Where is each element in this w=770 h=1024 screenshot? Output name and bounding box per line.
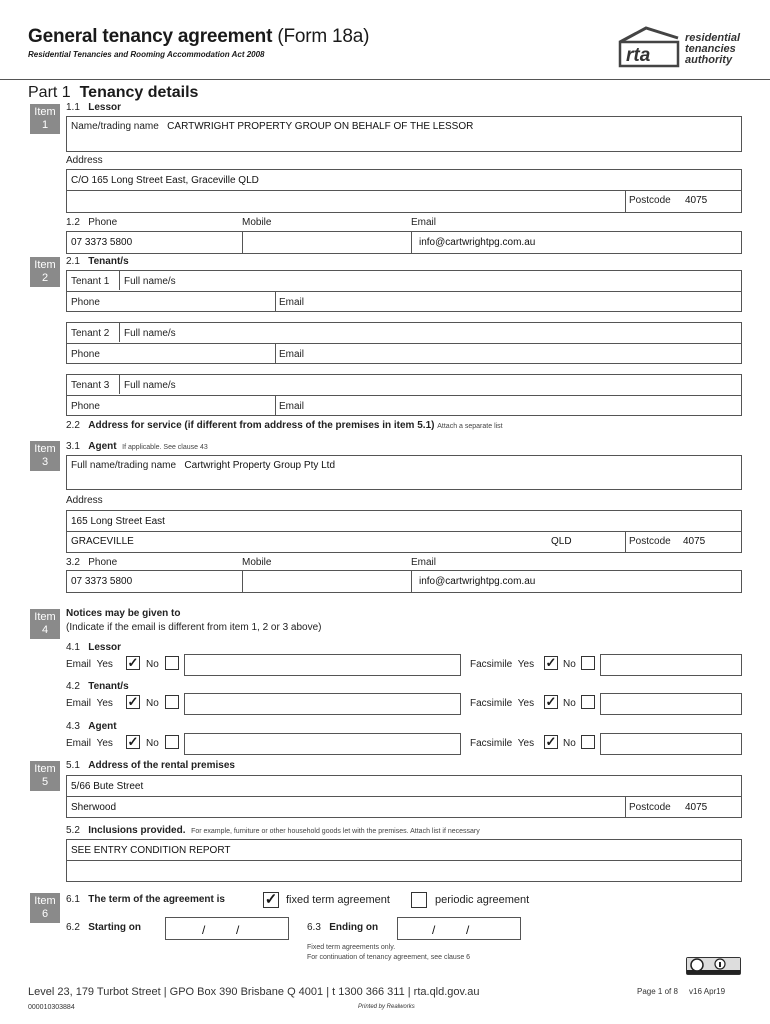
inclusions-heading: [66, 825, 480, 836]
no-label: No: [563, 738, 576, 749]
section-label: Inclusions provided.: [88, 825, 186, 836]
section-label: Address of the rental premises: [88, 760, 235, 771]
notices-agent-heading: [66, 721, 117, 732]
item-word: Item: [34, 259, 56, 271]
tenant-phone-label: Phone: [71, 401, 100, 412]
lessor-heading: [66, 102, 121, 113]
lessor-contact-field[interactable]: [66, 231, 742, 254]
notices-tenant-fax-yes-checkbox[interactable]: ✓: [545, 694, 557, 709]
fixed-term-label: fixed term agreement: [286, 894, 390, 906]
notices-subheading: (Indicate if the email is different from item 1, 2 or 3 above): [66, 622, 322, 633]
agent-address-value: 165 Long Street East: [71, 516, 165, 527]
lessor-name-label: Name/trading name: [71, 121, 159, 132]
phone-label: Phone: [88, 217, 118, 228]
premises-street-value: 5/66 Bute Street: [71, 781, 144, 792]
section-number: 5.1: [66, 760, 80, 771]
notices-lessor-email-label: [66, 659, 113, 670]
notices-lessor-fax-yes-checkbox[interactable]: ✓: [545, 655, 557, 670]
item-word: Item: [34, 763, 56, 775]
start-date-heading: [66, 922, 141, 933]
tenant-phone-label: Phone: [71, 349, 100, 360]
section-number: 4.1: [66, 642, 80, 653]
rta-logo-mark: rta: [626, 45, 651, 66]
item-number: 5: [41, 776, 49, 788]
notices-agent-fax-no-checkbox[interactable]: [581, 735, 595, 749]
act-name: Residential Tenancies and Rooming Accommodation Act 2008: [28, 50, 265, 59]
inclusions-value: SEE ENTRY CONDITION REPORT: [71, 845, 231, 856]
notices-heading: Notices may be given to: [66, 608, 181, 619]
agent-phone-value: 07 3373 5800: [71, 576, 133, 587]
no-label: No: [146, 698, 159, 709]
section-label: Lessor: [88, 642, 122, 653]
yes-label: Yes: [96, 698, 113, 709]
notices-agent-email-input[interactable]: [184, 733, 461, 755]
item-badge-6: [30, 893, 60, 923]
agent-name-field[interactable]: [66, 455, 742, 490]
item-badge-3: [30, 441, 60, 471]
section-label: Tenant/s: [88, 681, 129, 692]
yes-label: Yes: [517, 659, 535, 670]
title-form-number: (Form 18a): [277, 26, 370, 47]
yes-label: Yes: [517, 738, 535, 749]
document-id: 000010303884: [28, 1004, 75, 1011]
fax-label: Facsimile: [470, 659, 513, 670]
agent-heading: [66, 441, 208, 452]
tenant-email-label: Email: [279, 349, 305, 360]
tenants-heading: [66, 256, 129, 267]
header-divider: [0, 79, 770, 80]
notices-tenant-email-input[interactable]: [184, 693, 461, 715]
notices-lessor-fax-no-checkbox[interactable]: [581, 656, 595, 670]
part-number: Part 1: [28, 84, 71, 101]
tenant-1-field[interactable]: [66, 270, 742, 312]
lessor-postcode-value: 4075: [685, 195, 708, 206]
fax-label: Facsimile: [470, 698, 513, 709]
agent-postcode-value: 4075: [683, 536, 706, 547]
notices-tenant-fax-input[interactable]: [600, 693, 742, 715]
agent-suburb-value: GRACEVILLE: [71, 536, 134, 547]
item-badge-2: [30, 257, 60, 287]
section-note: Attach a separate list: [437, 423, 503, 430]
fax-label: Facsimile: [470, 738, 513, 749]
notices-lessor-fax-input[interactable]: [600, 654, 742, 676]
notices-agent-fax-label: [470, 738, 534, 749]
date-separator: /: [432, 923, 436, 937]
inclusions-field[interactable]: [66, 839, 742, 882]
periodic-label: periodic agreement: [435, 894, 530, 906]
tenant-name-label: Full name/s: [124, 276, 176, 287]
section-label: The term of the agreement is: [88, 894, 225, 905]
fixed-term-checkbox[interactable]: ✓: [264, 891, 278, 908]
lessor-postcode-label: Postcode: [629, 195, 671, 206]
section-number: 6.1: [66, 894, 80, 905]
section-note: If applicable. See clause 43: [122, 444, 208, 451]
notices-agent-email-yes-checkbox[interactable]: ✓: [127, 734, 139, 749]
agent-contact-heading: [66, 557, 117, 568]
section-number: 5.2: [66, 825, 80, 836]
yes-label: Yes: [96, 738, 113, 749]
form-title: [28, 26, 369, 48]
section-label: Agent: [88, 721, 117, 732]
lessor-name-value: CARTWRIGHT PROPERTY GROUP ON BEHALF OF THE LESSOR: [167, 121, 474, 132]
section-label: Starting on: [88, 922, 142, 933]
section-number: 1.2: [66, 217, 80, 228]
item-word: Item: [34, 895, 56, 907]
email-label: Email: [66, 698, 92, 709]
notices-agent-email-no-checkbox[interactable]: [165, 735, 179, 749]
no-label: No: [146, 738, 159, 749]
logo-line: residential: [685, 32, 741, 44]
part-title: Tenancy details: [79, 84, 199, 101]
address-for-service-heading: [66, 420, 503, 431]
part-heading: [28, 84, 198, 102]
notices-lessor-email-yes-checkbox[interactable]: ✓: [127, 655, 139, 670]
item-word: Item: [34, 106, 56, 118]
section-label: Lessor: [88, 102, 122, 113]
tenant-2-field[interactable]: [66, 322, 742, 364]
lessor-contact-heading: [66, 217, 117, 228]
no-label: No: [146, 659, 159, 670]
item-badge-1: [30, 104, 60, 134]
email-label: Email: [411, 217, 437, 228]
start-date-input[interactable]: [165, 917, 289, 940]
no-label: No: [563, 698, 576, 709]
creative-commons-badge: [686, 957, 741, 975]
agent-name-label: Full name/trading name: [71, 460, 177, 471]
section-number: 2.1: [66, 256, 80, 267]
notices-tenant-heading: [66, 681, 129, 692]
section-note: For example, furniture or other household goods let with the premises. Attach list if necessary: [191, 828, 480, 835]
tenant-label: Tenant 2: [71, 328, 110, 339]
section-number: 6.3: [307, 922, 321, 933]
notices-agent-fax-yes-checkbox[interactable]: ✓: [545, 734, 557, 749]
end-date-note-1: Fixed term agreements only.: [307, 944, 396, 951]
mobile-label: Mobile: [242, 217, 272, 228]
lessor-phone-value: 07 3373 5800: [71, 237, 133, 248]
item-word: Item: [34, 611, 56, 623]
section-number: 2.2: [66, 420, 80, 431]
cc-icon: [687, 958, 740, 974]
no-label: No: [563, 659, 576, 670]
page-number: Page 1 of 8: [637, 987, 678, 996]
lessor-address-value: C/O 165 Long Street East, Graceville QLD: [71, 175, 259, 186]
item-badge-5: [30, 761, 60, 791]
item-number: 6: [41, 908, 49, 920]
tenant-email-label: Email: [279, 401, 305, 412]
email-label: Email: [411, 557, 437, 568]
item-badge-4: [30, 609, 60, 639]
printed-by: Printed by Realworks: [358, 1004, 415, 1010]
lessor-address-field[interactable]: [66, 169, 742, 213]
agent-address-label: Address: [66, 495, 103, 506]
yes-label: Yes: [96, 659, 113, 670]
tenant-name-label: Full name/s: [124, 380, 176, 391]
item-word: Item: [34, 443, 56, 455]
item-number: 3: [41, 456, 49, 468]
section-number: 1.1: [66, 102, 80, 113]
date-separator: /: [236, 923, 240, 937]
title-main: General tenancy agreement: [28, 26, 273, 47]
premises-address-field[interactable]: [66, 775, 742, 818]
agent-contact-field[interactable]: [66, 570, 742, 593]
premises-postcode-value: 4075: [685, 802, 708, 813]
mobile-label: Mobile: [242, 557, 272, 568]
agent-name-value: Cartwright Property Group Pty Ltd: [184, 460, 336, 471]
section-label: Address for service (if different from address of the premises in item 5.1): [88, 420, 435, 431]
tenant-name-label: Full name/s: [124, 328, 176, 339]
notices-tenant-fax-no-checkbox[interactable]: [581, 695, 595, 709]
section-number: 6.2: [66, 922, 80, 933]
notices-lessor-email-input[interactable]: [184, 654, 461, 676]
footer-contact: Level 23, 179 Turbot Street | GPO Box 390 Brisbane Q 4001 | t 1300 366 311 | rta.qld.gov.au: [28, 986, 480, 998]
premises-postcode-label: Postcode: [629, 802, 671, 813]
end-date-input[interactable]: [397, 917, 521, 940]
lessor-address-label: Address: [66, 155, 103, 166]
rta-logo-text: [685, 33, 740, 66]
email-label: Email: [66, 659, 92, 670]
section-number: 3.2: [66, 557, 80, 568]
item-number: 1: [41, 119, 49, 131]
tenant-3-field[interactable]: [66, 374, 742, 416]
section-label: Tenant/s: [88, 256, 129, 267]
item-number: 4: [41, 624, 49, 636]
section-number: 3.1: [66, 441, 80, 452]
item-number: 2: [41, 272, 49, 284]
end-date-note-2: For continuation of tenancy agreement, see clause 6: [307, 954, 471, 961]
form-version: v16 Apr19: [689, 987, 726, 996]
notices-tenant-fax-label: [470, 698, 534, 709]
logo-line: tenancies: [685, 43, 736, 55]
term-heading: [66, 894, 225, 905]
notices-tenant-email-no-checkbox[interactable]: [165, 695, 179, 709]
agent-email-value: info@cartwrightpg.com.au: [419, 576, 536, 587]
date-separator: /: [466, 923, 470, 937]
notices-lessor-fax-label: [470, 659, 534, 670]
premises-suburb-value: Sherwood: [71, 802, 117, 813]
periodic-checkbox[interactable]: [411, 892, 427, 908]
phone-label: Phone: [88, 557, 118, 568]
section-label: Ending on: [329, 922, 379, 933]
end-date-heading: [307, 922, 378, 933]
logo-line: authority: [685, 54, 733, 66]
lessor-name-field[interactable]: [66, 116, 742, 152]
section-label: Agent: [88, 441, 117, 452]
agent-address-field[interactable]: [66, 510, 742, 553]
agent-state-value: QLD: [551, 536, 572, 547]
notices-lessor-heading: [66, 642, 121, 653]
premises-heading: [66, 760, 235, 771]
tenant-label: Tenant 1: [71, 276, 110, 287]
date-separator: /: [202, 923, 206, 937]
section-number: 4.3: [66, 721, 80, 732]
lessor-email-value: info@cartwrightpg.com.au: [419, 237, 536, 248]
notices-tenant-email-label: [66, 698, 113, 709]
section-number: 4.2: [66, 681, 80, 692]
notices-agent-fax-input[interactable]: [600, 733, 742, 755]
email-label: Email: [66, 738, 92, 749]
footer-page-info: [637, 987, 725, 996]
agent-postcode-label: Postcode: [629, 536, 671, 547]
tenant-label: Tenant 3: [71, 380, 110, 391]
notices-agent-email-label: [66, 738, 113, 749]
tenant-phone-label: Phone: [71, 297, 100, 308]
yes-label: Yes: [517, 698, 535, 709]
notices-tenant-email-yes-checkbox[interactable]: ✓: [127, 694, 139, 709]
tenant-email-label: Email: [279, 297, 305, 308]
notices-lessor-email-no-checkbox[interactable]: [165, 656, 179, 670]
